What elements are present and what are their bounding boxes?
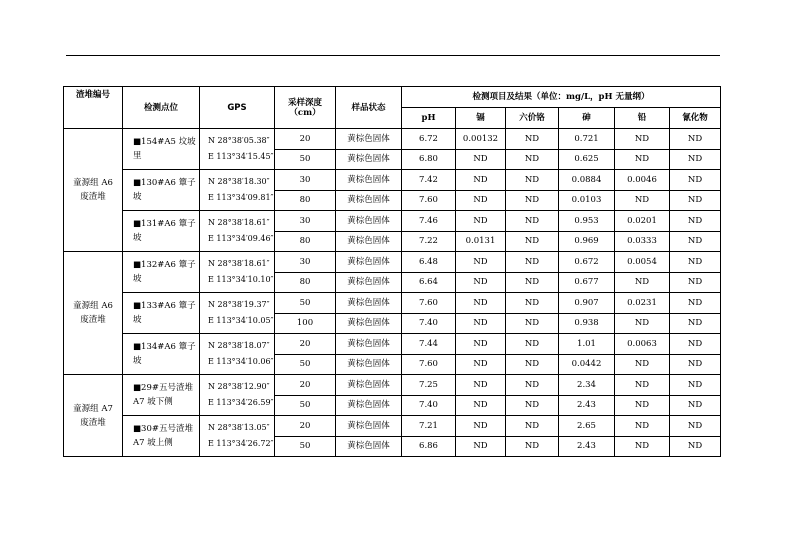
table-row bbox=[64, 375, 721, 396]
depth-cell: 80 bbox=[275, 272, 336, 293]
gps-north: N 28°38′19.37″ bbox=[208, 300, 270, 309]
state-cell: 黄棕色固体 bbox=[336, 231, 402, 252]
header-gps: GPS bbox=[200, 87, 275, 129]
ph-cell: 7.21 bbox=[402, 416, 456, 437]
cn-cell: ND bbox=[670, 272, 721, 293]
ph-cell: 7.25 bbox=[402, 375, 456, 396]
header-depth bbox=[275, 87, 336, 129]
cd-cell: ND bbox=[456, 375, 506, 396]
cd-cell: ND bbox=[456, 436, 506, 457]
pb-cell: ND bbox=[615, 129, 670, 150]
header-item-ph: pH bbox=[402, 108, 456, 129]
cn-cell: ND bbox=[670, 313, 721, 334]
ph-cell: 7.22 bbox=[402, 231, 456, 252]
state-cell: 黄棕色固体 bbox=[336, 211, 402, 232]
cr6-cell: ND bbox=[506, 334, 559, 355]
state-cell: 黄棕色固体 bbox=[336, 313, 402, 334]
cr6-cell: ND bbox=[506, 272, 559, 293]
pb-cell: ND bbox=[615, 272, 670, 293]
header-items-group: 检测项目及结果（单位：mg/L，pH 无量纲） bbox=[402, 87, 721, 108]
state-cell: 黄棕色固体 bbox=[336, 436, 402, 457]
point-name-cell: ■134#A6 簟子坡 bbox=[123, 334, 200, 375]
header-item-pb: 铅 bbox=[615, 108, 670, 129]
header-depth-line2: （cm） bbox=[289, 107, 321, 118]
gps-east: E 113°34′10.10″ bbox=[208, 275, 274, 284]
as-cell: 2.43 bbox=[559, 395, 615, 416]
pile-name-line1: 童源组 A6 bbox=[73, 301, 113, 311]
table-row bbox=[64, 293, 721, 314]
cn-cell: ND bbox=[670, 334, 721, 355]
ph-cell: 7.42 bbox=[402, 170, 456, 191]
point-name-cell: ■133#A6 簟子坡 bbox=[123, 293, 200, 334]
cd-cell: ND bbox=[456, 252, 506, 273]
gps-cell bbox=[200, 252, 275, 293]
as-cell: 0.677 bbox=[559, 272, 615, 293]
pb-cell: ND bbox=[615, 190, 670, 211]
pile-name-line1: 童源组 A6 bbox=[73, 178, 113, 188]
header-state: 样品状态 bbox=[336, 87, 402, 129]
cd-cell: ND bbox=[456, 190, 506, 211]
point-name-cell: ■30#五号渣堆 A7 坡上侧 bbox=[123, 416, 200, 457]
state-cell: 黄棕色固体 bbox=[336, 190, 402, 211]
cd-cell: ND bbox=[456, 334, 506, 355]
gps-east: E 113°34′26.72″ bbox=[208, 439, 274, 448]
cn-cell: ND bbox=[670, 149, 721, 170]
cd-cell: ND bbox=[456, 149, 506, 170]
gps-north: N 28°38′18.61″ bbox=[208, 218, 270, 227]
cn-cell: ND bbox=[670, 231, 721, 252]
pile-name-line2: 废渣堆 bbox=[80, 192, 106, 202]
cd-cell: ND bbox=[456, 354, 506, 375]
cd-cell: ND bbox=[456, 293, 506, 314]
pb-cell: ND bbox=[615, 313, 670, 334]
pb-cell: 0.0063 bbox=[615, 334, 670, 355]
as-cell: 0.0442 bbox=[559, 354, 615, 375]
cr6-cell: ND bbox=[506, 170, 559, 191]
cn-cell: ND bbox=[670, 293, 721, 314]
gps-cell bbox=[200, 170, 275, 211]
point-name-cell: ■131#A6 簟子坡 bbox=[123, 211, 200, 252]
cr6-cell: ND bbox=[506, 149, 559, 170]
gps-north: N 28°38′13.05″ bbox=[208, 423, 270, 432]
cn-cell: ND bbox=[670, 190, 721, 211]
pile-name-cell bbox=[64, 252, 123, 375]
results-table bbox=[63, 86, 721, 457]
pb-cell: 0.0054 bbox=[615, 252, 670, 273]
cr6-cell: ND bbox=[506, 313, 559, 334]
cd-cell: ND bbox=[456, 272, 506, 293]
gps-east: E 113°34′10.06″ bbox=[208, 357, 274, 366]
cr6-cell: ND bbox=[506, 436, 559, 457]
gps-cell bbox=[200, 334, 275, 375]
as-cell: 0.953 bbox=[559, 211, 615, 232]
depth-cell: 20 bbox=[275, 334, 336, 355]
as-cell: 0.969 bbox=[559, 231, 615, 252]
as-cell: 2.43 bbox=[559, 436, 615, 457]
depth-cell: 20 bbox=[275, 416, 336, 437]
pb-cell: ND bbox=[615, 416, 670, 437]
gps-east: E 113°34′09.81″ bbox=[208, 193, 274, 202]
depth-cell: 80 bbox=[275, 231, 336, 252]
ph-cell: 6.64 bbox=[402, 272, 456, 293]
table-row bbox=[64, 170, 721, 191]
cr6-cell: ND bbox=[506, 211, 559, 232]
cn-cell: ND bbox=[670, 416, 721, 437]
cn-cell: ND bbox=[670, 211, 721, 232]
pile-name-cell bbox=[64, 129, 123, 252]
cn-cell: ND bbox=[670, 170, 721, 191]
page-header-rule bbox=[66, 55, 720, 56]
as-cell: 0.0103 bbox=[559, 190, 615, 211]
state-cell: 黄棕色固体 bbox=[336, 354, 402, 375]
header-item-as: 砷 bbox=[559, 108, 615, 129]
depth-cell: 50 bbox=[275, 436, 336, 457]
gps-cell bbox=[200, 293, 275, 334]
cr6-cell: ND bbox=[506, 293, 559, 314]
gps-east: E 113°34′15.45″ bbox=[208, 152, 274, 161]
cn-cell: ND bbox=[670, 354, 721, 375]
gps-north: N 28°38′18.07″ bbox=[208, 341, 270, 350]
state-cell: 黄棕色固体 bbox=[336, 293, 402, 314]
cd-cell: ND bbox=[456, 313, 506, 334]
cd-cell: 0.00132 bbox=[456, 129, 506, 150]
cd-cell: 0.0131 bbox=[456, 231, 506, 252]
state-cell: 黄棕色固体 bbox=[336, 129, 402, 150]
ph-cell: 7.60 bbox=[402, 354, 456, 375]
header-point: 检测点位 bbox=[123, 87, 200, 129]
ph-cell: 7.44 bbox=[402, 334, 456, 355]
ph-cell: 7.60 bbox=[402, 190, 456, 211]
cr6-cell: ND bbox=[506, 375, 559, 396]
cd-cell: ND bbox=[456, 395, 506, 416]
ph-cell: 6.48 bbox=[402, 252, 456, 273]
pb-cell: ND bbox=[615, 395, 670, 416]
cr6-cell: ND bbox=[506, 129, 559, 150]
as-cell: 0.721 bbox=[559, 129, 615, 150]
gps-cell bbox=[200, 129, 275, 170]
as-cell: 0.907 bbox=[559, 293, 615, 314]
as-cell: 2.34 bbox=[559, 375, 615, 396]
table-row bbox=[64, 416, 721, 437]
gps-cell bbox=[200, 211, 275, 252]
header-depth-line1: 采样深度 bbox=[287, 97, 322, 108]
pb-cell: 0.0201 bbox=[615, 211, 670, 232]
as-cell: 0.0884 bbox=[559, 170, 615, 191]
pb-cell: 0.0046 bbox=[615, 170, 670, 191]
depth-cell: 20 bbox=[275, 129, 336, 150]
depth-cell: 20 bbox=[275, 375, 336, 396]
cn-cell: ND bbox=[670, 252, 721, 273]
pile-name-cell bbox=[64, 375, 123, 457]
pb-cell: ND bbox=[615, 354, 670, 375]
state-cell: 黄棕色固体 bbox=[336, 416, 402, 437]
cr6-cell: ND bbox=[506, 231, 559, 252]
cr6-cell: ND bbox=[506, 395, 559, 416]
pile-name-line2: 废渣堆 bbox=[80, 315, 106, 325]
cr6-cell: ND bbox=[506, 190, 559, 211]
state-cell: 黄棕色固体 bbox=[336, 252, 402, 273]
header-row-1 bbox=[64, 87, 721, 108]
table-row bbox=[64, 129, 721, 150]
depth-cell: 50 bbox=[275, 395, 336, 416]
ph-cell: 6.72 bbox=[402, 129, 456, 150]
cd-cell: ND bbox=[456, 211, 506, 232]
cn-cell: ND bbox=[670, 436, 721, 457]
point-name-cell: ■132#A6 簟子坡 bbox=[123, 252, 200, 293]
as-cell: 1.01 bbox=[559, 334, 615, 355]
ph-cell: 7.40 bbox=[402, 313, 456, 334]
point-name-cell: ■29#五号渣堆 A7 坡下侧 bbox=[123, 375, 200, 416]
state-cell: 黄棕色固体 bbox=[336, 334, 402, 355]
pb-cell: ND bbox=[615, 375, 670, 396]
gps-north: N 28°38′18.61″ bbox=[208, 259, 270, 268]
ph-cell: 7.46 bbox=[402, 211, 456, 232]
as-cell: 0.625 bbox=[559, 149, 615, 170]
cd-cell: ND bbox=[456, 416, 506, 437]
depth-cell: 50 bbox=[275, 354, 336, 375]
depth-cell: 30 bbox=[275, 252, 336, 273]
table-row bbox=[64, 211, 721, 232]
pb-cell: 0.0333 bbox=[615, 231, 670, 252]
depth-cell: 50 bbox=[275, 149, 336, 170]
header-item-cd: 镉 bbox=[456, 108, 506, 129]
depth-cell: 100 bbox=[275, 313, 336, 334]
cn-cell: ND bbox=[670, 375, 721, 396]
gps-east: E 113°34′26.59″ bbox=[208, 398, 274, 407]
depth-cell: 80 bbox=[275, 190, 336, 211]
table-row bbox=[64, 334, 721, 355]
state-cell: 黄棕色固体 bbox=[336, 272, 402, 293]
ph-cell: 6.80 bbox=[402, 149, 456, 170]
pb-cell: 0.0231 bbox=[615, 293, 670, 314]
header-item-cr6: 六价铬 bbox=[506, 108, 559, 129]
gps-north: N 28°38′18.30″ bbox=[208, 177, 270, 186]
header-item-cn: 氰化物 bbox=[670, 108, 721, 129]
cd-cell: ND bbox=[456, 170, 506, 191]
cn-cell: ND bbox=[670, 129, 721, 150]
pile-name-line2: 废渣堆 bbox=[80, 417, 106, 428]
state-cell: 黄棕色固体 bbox=[336, 395, 402, 416]
cr6-cell: ND bbox=[506, 354, 559, 375]
ph-cell: 7.40 bbox=[402, 395, 456, 416]
ph-cell: 6.86 bbox=[402, 436, 456, 457]
cr6-cell: ND bbox=[506, 252, 559, 273]
point-name-cell: ■130#A6 簟子坡 bbox=[123, 170, 200, 211]
gps-east: E 113°34′10.05″ bbox=[208, 316, 274, 325]
gps-cell bbox=[200, 375, 275, 416]
table-body bbox=[64, 129, 721, 457]
pile-name-line1: 童源组 A7 bbox=[73, 403, 113, 414]
table-row bbox=[64, 252, 721, 273]
depth-cell: 30 bbox=[275, 211, 336, 232]
depth-cell: 50 bbox=[275, 293, 336, 314]
state-cell: 黄棕色固体 bbox=[336, 149, 402, 170]
header-pile-id: 渣堆编号 bbox=[64, 87, 123, 129]
as-cell: 0.938 bbox=[559, 313, 615, 334]
cn-cell: ND bbox=[670, 395, 721, 416]
gps-north: N 28°38′05.38″ bbox=[208, 136, 270, 145]
as-cell: 2.65 bbox=[559, 416, 615, 437]
depth-cell: 30 bbox=[275, 170, 336, 191]
ph-cell: 7.60 bbox=[402, 293, 456, 314]
as-cell: 0.672 bbox=[559, 252, 615, 273]
pb-cell: ND bbox=[615, 436, 670, 457]
gps-north: N 28°38′12.90″ bbox=[208, 382, 270, 391]
state-cell: 黄棕色固体 bbox=[336, 375, 402, 396]
pb-cell: ND bbox=[615, 149, 670, 170]
point-name-cell: ■154#A5 坟坡里 bbox=[123, 129, 200, 170]
cr6-cell: ND bbox=[506, 416, 559, 437]
state-cell: 黄棕色固体 bbox=[336, 170, 402, 191]
gps-cell bbox=[200, 416, 275, 457]
gps-east: E 113°34′09.46″ bbox=[208, 234, 274, 243]
